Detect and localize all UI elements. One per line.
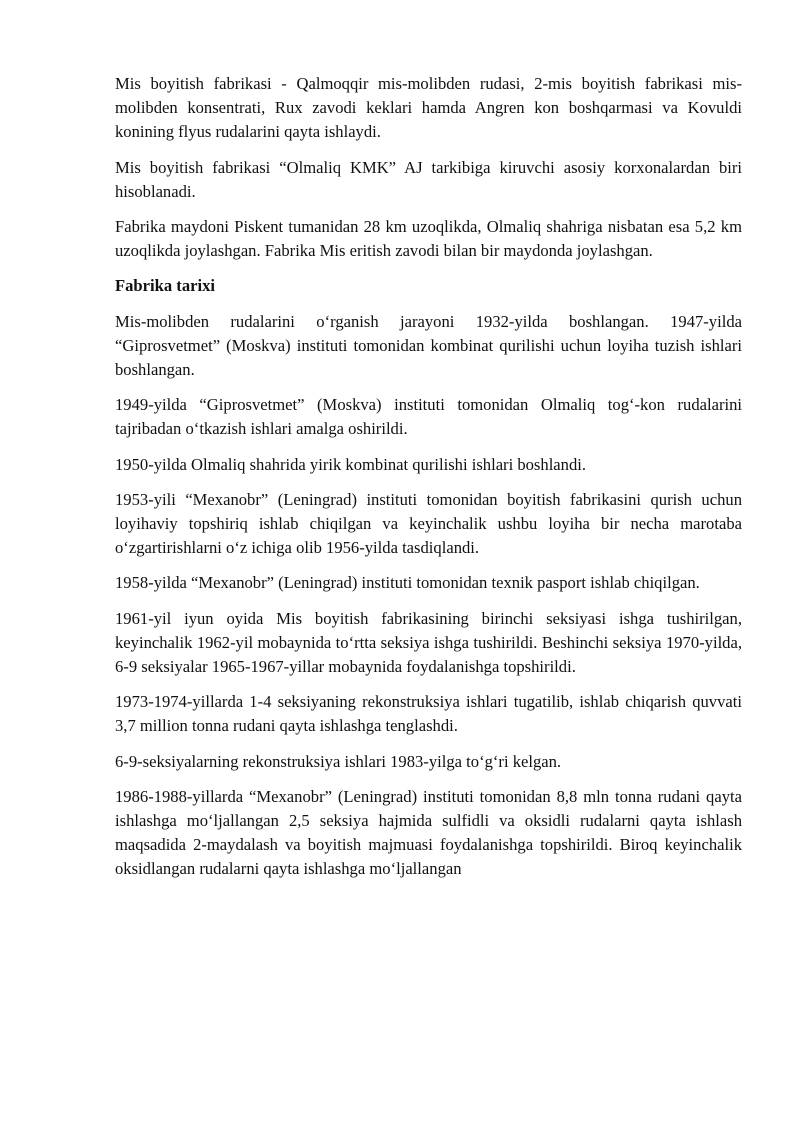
paragraph-3: Fabrika maydoni Piskent tumanidan 28 km uzoqlikda, Olmaliq shahriga nisbatan esa 5,2 km uzoqlikda joylashgan. Fabrika Mis eritish zavodi bilan bir maydonda joylashgan. <box>115 217 742 261</box>
paragraph-5: 1949-yilda “Giprosvetmet” (Moskva) instituti tomonidan Olmaliq togʻ-kon rudalarini tajribadan oʻtkazish ishlari amalga oshirildi. <box>115 395 742 439</box>
paragraph-11: 6-9-seksiyalarning rekonstruksiya ishlari 1983-yilga toʻgʻri kelgan. <box>115 751 562 771</box>
section-heading: Fabrika tarixi <box>115 276 216 296</box>
paragraph-10: 1973-1974-yillarda 1-4 seksiyaning rekonstruksiya ishlari tugatilib, ishlab chiqarish quvvati 3,7 million tonna rudani qayta ishlashga tenglashdi. <box>115 692 742 736</box>
paragraph-7: 1953-yili “Mexanobr” (Leningrad) instituti tomonidan boyitish fabrikasini qurish uchun loyihaviy topshiriq ishlab chiqilgan va keyinchalik ushbu loyiha bir necha marotaba oʻzgartirishlarni oʻz ichiga olib 1956-yilda tasdiqlandi. <box>115 489 742 558</box>
paragraph-9: 1961-yil iyun oyida Mis boyitish fabrikasining birinchi seksiyasi ishga tushirilgan, keyinchalik 1962-yil mobaynida toʻrtta seksiya ishga tushirildi. Beshinchi seksiya 1970-yilda, 6-9 seksiyalar 1965-1967-yillar mobaynida foydalanishga topshirildi. <box>115 608 742 677</box>
paragraph-1: Mis boyitish fabrikasi - Qalmoqqir mis-molibden rudasi, 2-mis boyitish fabrikasi mis-molibden konsentrati, Rux zavodi keklari hamda Angren kon boshqarmasi va Kovuldi konining flyus rudalarini qayta ishlaydi. <box>115 74 742 142</box>
paragraph-8: 1958-yilda “Mexanobr” (Leningrad) instituti tomonidan texnik pasport ishlab chiqilgan. <box>115 573 700 593</box>
paragraph-12: 1986-1988-yillarda “Mexanobr” (Leningrad) instituti tomonidan 8,8 mln tonna rudani qayta ishlashga moʻljallangan 2,5 seksiya hajmida sulfidli va oksidli rudalarni qayta ishlash maqsadida 2-maydalash va boyitish majmuasi foydalanishga topshirildi. Biroq keyinchalik oksidlangan rudalarni qayta ishlashga moʻljallangan <box>115 786 742 879</box>
document-page <box>115 72 742 893</box>
paragraph-2: Mis boyitish fabrikasi “Olmaliq KMK” AJ tarkibiga kiruvchi asosiy korxonalardan biri hisoblanadi. <box>115 157 742 201</box>
paragraph-4: Mis-molibden rudalarini oʻrganish jarayoni 1932-yilda boshlangan. 1947-yilda “Giprosvetmet” (Moskva) instituti tomonidan kombinat qurilishi uchun loyiha tuzish ishlari boshlangan. <box>115 311 742 380</box>
paragraph-6: 1950-yilda Olmaliq shahrida yirik kombinat qurilishi ishlari boshlandi. <box>115 454 587 474</box>
